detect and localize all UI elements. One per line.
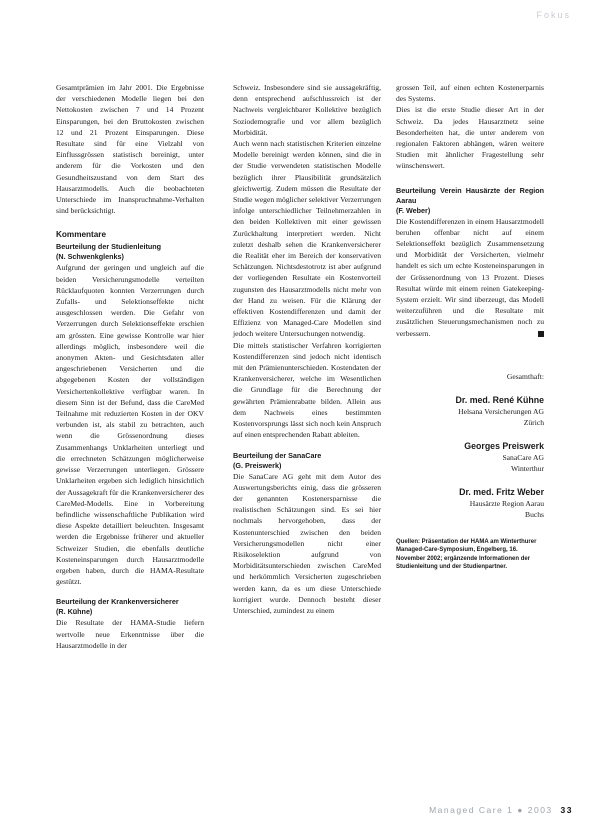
subheading-study-leadership: Beurteilung der Studienleitung	[56, 242, 162, 252]
text-column-1	[56, 82, 204, 651]
signature-organization: Helsana Versicherungen AG	[458, 406, 544, 416]
signature-organization: SanaCare AG	[502, 452, 544, 462]
signature-city: Winterthur	[510, 463, 544, 473]
signature-name: Dr. med. Fritz Weber	[459, 486, 544, 497]
page-header: Fokus	[536, 10, 571, 20]
signature-city: Buchs	[525, 509, 544, 519]
body-paragraph: Die Resultate der HAMA-Studie liefern wertvolle neue Erkenntnisse über die Hausarztmodelle in der	[56, 618, 204, 650]
section-title-comments: Kommentare	[56, 230, 107, 240]
end-of-article-mark	[538, 331, 544, 337]
subheading-author: (F. Weber)	[396, 205, 431, 215]
page-number: 33	[560, 805, 573, 815]
body-paragraph: Die mittels statistischer Verfahren korrigierten Kostendifferenzen sind jedoch nicht identisch mit den Prämienunterschieden. Kostendaten der Krankenversicherer, welche im Wesentlichen die Grundlage für die Berechnung der gewährten Prämienrabatte bilden. Allein aus dem Nachweis eines bestimmten Kostenvorsprungs lässt sich noch kein Anspruch auf einen entsprechenden Rabatt ableiten.	[233, 340, 381, 440]
body-paragraph: Aufgrund der geringen und ungleich auf die beiden Versicherungsmodelle verteilten Rücklaufquoten konnten Verzerrungen durch Zufalls- und Selektionseffekte nicht ausgeschlossen werden. Die Gefahr von Verzerrungen durch Selektionseffekte erschien am grössten. Eine gewisse Kontrolle war hier allerdings möglich, insbesondere weil die anonymen Akten- und Gesichtsdaten aller angeschriebenen Versicherten und die abgegebenen Kosten der vollständigen Versichertenkollektive verfügbar waren. In diesem Sinn ist der Befund, dass die CareMed Teilnahme mit reduzierten Kosten in der OKV verbunden ist, als stabil zu betrachten, auch wenn die Grössenordnung dieses Zusammenhangs Unklarheiten unterliegt und die errechneten Schätzungen möglicherweise gewisse Verzerrungen unterliegen. Grössere Unklarheiten ergeben sich lediglich hinsichtlich der Aussagekraft für die Krankenversicherer des CareMed-Modells. Eine in Vorbereitung befindliche wissenschaftliche Publikation wird diese Aspekte detailliert beleuchten. Insgesamt werden die Ergebnisse früherer und aktueller Schweizer Studien, die ebenfalls deutliche Kosteneinsparungen durch Hausarztmodelle ergeben haben, durch die HAMA-Resultate gestützt.	[56, 263, 204, 587]
signature-city: Zürich	[523, 417, 544, 427]
subheading-author: (R. Kühne)	[56, 607, 93, 617]
signature-intro: Gesamthaft:	[506, 371, 544, 381]
source-note: Quellen: Präsentation der HAMA am Winterthurer Managed-Care-Symposium, Engelberg, 16. November 2002; ergänzende Informationen der Studienleitung und der Studienpartner.	[396, 538, 537, 571]
subheading-sanacare: Beurteilung der SanaCare	[233, 450, 322, 460]
subheading-aargau: Beurteilung Verein Hausärzte der Region Aarau	[396, 185, 544, 205]
body-text: Die Kostendifferenzen in einem Hausarztmodell beruhen offenbar nicht auf einem Selektionseffekt bezüglich Zusammensetzung und Morbidität der Versicherten, vielmehr handelt es sich um echte Kosteneinsparungen in der Grössenordnung von 13 Prozent. Dieses Resultat würde mit einem reinen Gatekeeping-System erzielt. Wir sind überzeugt, das Modell weiterzuführen und die Resultate mit zusätzlichen Steuerungsmechanismen noch zu verbessern.	[396, 216, 544, 338]
subheading-author: (N. Schwenkglenks)	[56, 252, 124, 262]
body-paragraph: Gesamtprämien im Jahr 2001. Die Ergebnisse der verschiedenen Modelle liegen bei den Nettokosten zwischen 7 und 14 Prozent Einsparungen, bei den Bruttokosten zwischen 12 und 21 Prozent Einsparungen. Diese Resultate sind für eine Vielzahl von Einflussgrössen statistisch bereinigt, unter anderem für die Vorkosten und den Gesundheitszustand von dem Start des Hausarztmodells. Auch die beobachteten Unterschiede im Inanspruchnahme-Verhalten sind berücksichtigt.	[56, 83, 204, 216]
body-paragraph: Schweiz. Insbesondere sind sie aussagekräftig, denn entsprechend aufschlussreich ist der Nachweis vergleichbarer Kollektive bezüglich Soziodemografie und vor allem bezüglich Morbidität.	[233, 83, 381, 137]
subheading-author: (G. Preiswerk)	[233, 460, 282, 470]
signature-block	[396, 371, 544, 520]
signature-organization: Hausärzte Region Aarau	[469, 498, 544, 508]
text-column-2	[233, 82, 381, 616]
body-paragraph	[396, 216, 544, 339]
body-paragraph: grossen Teil, auf einen echten Kostenerparnis des Systems.	[396, 83, 544, 104]
body-paragraph: Auch wenn nach statistischen Kriterien einzelne Modelle bereinigt werden können, sind die in der Studie verwendeten statistischen Modelle bezüglich ihrer Plausibilität grundsätzlich gleichwertig. Zudem müssen die Resultate der Studie wegen möglicher selektiver Verzerrungen infolge unterschiedlicher Teilnehmerzahlen in den beiden Kollektiven mit einer gewissen Zurückhaltung interpretiert werden. Nicht zuletzt deshalb sehen die Krankenversicherer die Realität eher im Bereich der konservativen Schätzungen. Nichtsdestotrotz ist aber aufgrund der vorliegenden Resultate ein Kostenvorteil zugunsten des Hausarztmodells nicht mehr von der Hand zu weisen. Für die Klärung der effektiven Kostendifferenzen und damit der Effizienz von Managed-Care Modellen sind jedoch weitere Untersuchungen notwendig.	[233, 139, 381, 339]
subheading-insurers: Beurteilung der Krankenversicherer	[56, 597, 179, 607]
body-paragraph: Die SanaCare AG geht mit dem Autor des Auswertungsberichts einig, dass die grösseren der genannten Kostenersparnisse die realistischen Schätzungen sind. Es sei hier nochmals hervorgehoben, dass der Kostenunterschied zwischen den beiden Versicherungsmodellen nicht einer Risikoselektion aufgrund von Morbiditätsunterschieden zwischen CareMed und herkömmlich Versicherten zugeschrieben werden kann, da es um diese Unterschiede korrigiert wurde. Dennoch besteht dieser Unterschied, zumindest zu einem	[233, 471, 381, 615]
signature-name: Georges Preiswerk	[464, 440, 544, 451]
page-footer	[429, 805, 573, 815]
text-column-3	[396, 82, 544, 571]
signature-name: Dr. med. René Kühne	[455, 394, 544, 405]
body-paragraph: Dies ist die erste Studie dieser Art in der Schweiz. Da jedes Hausarztnetz seine Besonderheiten hat, die unter anderem von regionalen Faktoren abhängen, wären weitere Studien mit ähnlicher Fragestellung sehr wünschenswert.	[396, 105, 544, 171]
footer-journal: Managed Care 1 ● 2003	[429, 805, 553, 815]
